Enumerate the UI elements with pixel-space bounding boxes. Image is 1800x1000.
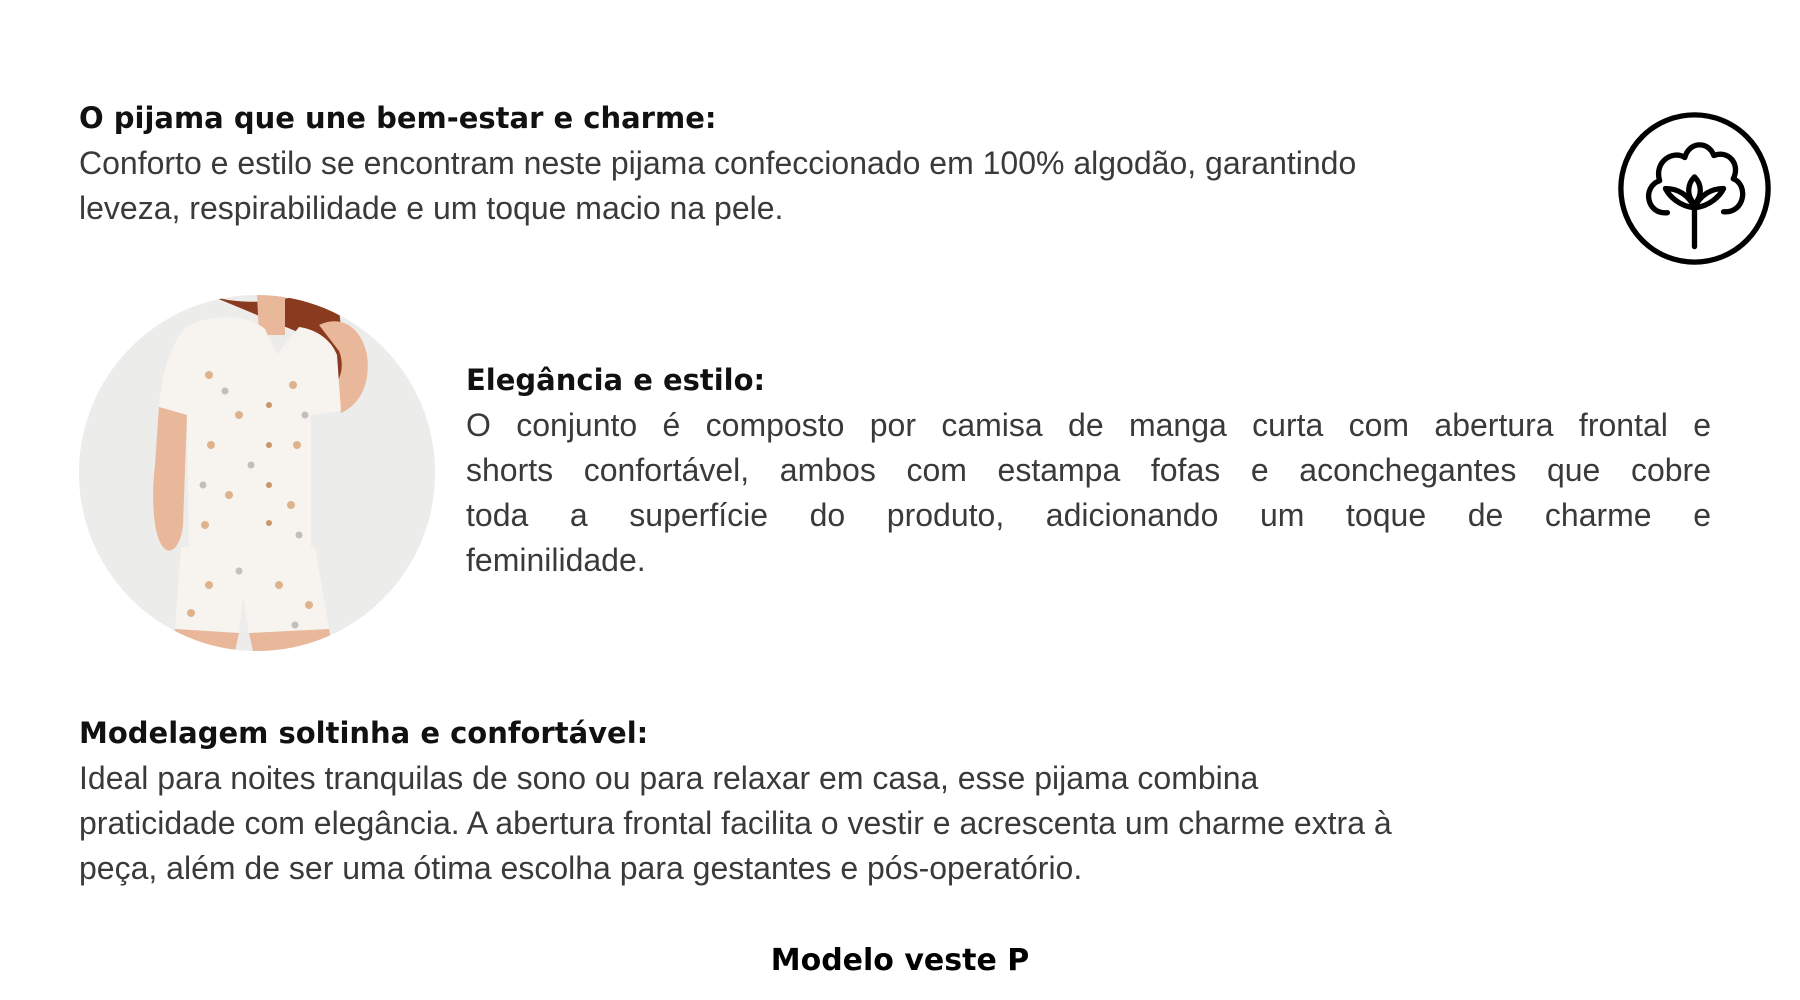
text-line: peça, além de ser uma ótima escolha para gestantes e pós-operatório. (79, 850, 1083, 886)
section-title-elegancia: Elegância e estilo: (466, 363, 766, 397)
text-line: shorts confortável, ambos com estampa fofas e aconchegantes que cobre (466, 452, 1711, 488)
model-size-note: Modelo veste P (770, 943, 1030, 978)
text-line: leveza, respirabilidade e um toque macio na pele. (79, 190, 784, 226)
section-title-bem-estar: O pijama que une bem-estar e charme: (79, 101, 717, 135)
section-text-modelagem (79, 756, 1679, 891)
text-line: Ideal para noites tranquilas de sono ou para relaxar em casa, esse pijama combina (79, 760, 1259, 796)
section-text-bem-estar (79, 141, 1559, 231)
product-photo (79, 295, 435, 651)
section-title-modelagem: Modelagem soltinha e confortável: (79, 716, 649, 750)
text-line: toda a superfície do produto, adicionando um toque de charme e (466, 497, 1711, 533)
text-line: O conjunto é composto por camisa de manga curta com abertura frontal e (466, 407, 1711, 443)
section-text-elegancia (466, 403, 1711, 583)
text-line: Conforto e estilo se encontram neste pijama confeccionado em 100% algodão, garantindo (79, 145, 1357, 181)
cotton-flower-icon (1617, 111, 1772, 266)
text-line: feminilidade. (466, 542, 646, 578)
text-line: praticidade com elegância. A abertura frontal facilita o vestir e acrescenta um charme extra à (79, 805, 1392, 841)
